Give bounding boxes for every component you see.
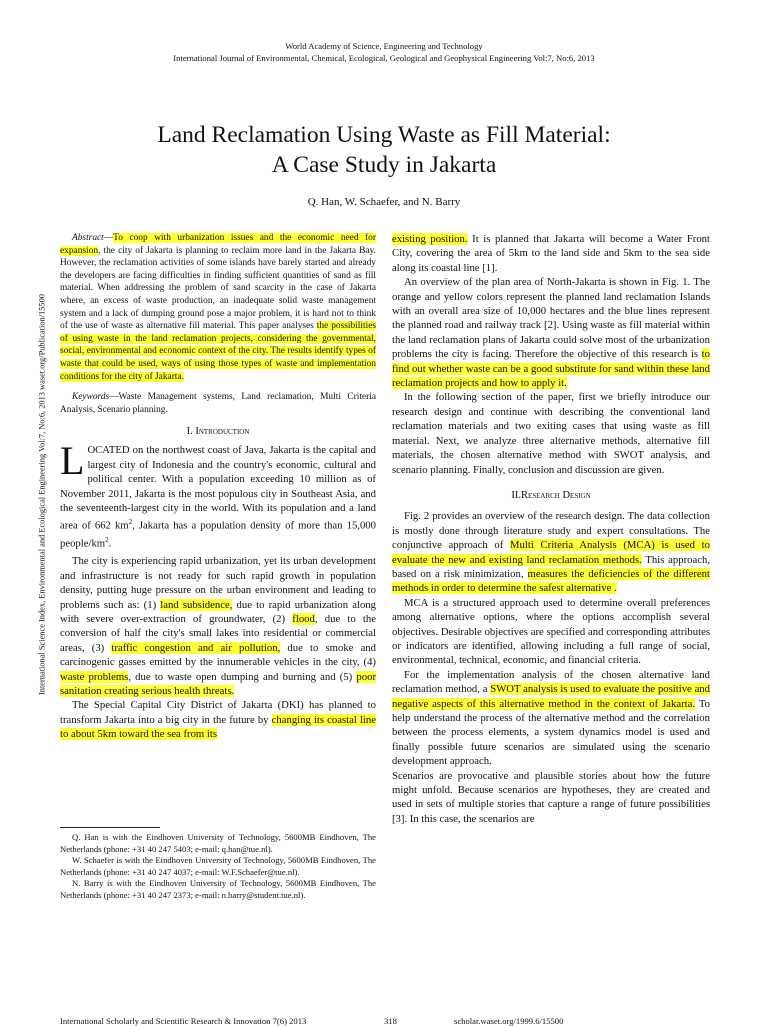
footer-url: scholar.waset.org/1999.6/15500 xyxy=(454,1016,564,1026)
paper-title xyxy=(0,120,768,180)
research-design-paragraph-1: Fig. 2 provides an overview of the research design. The data collection is mostly done through literature study and expert consultations. The conjunctive approach of Multi Criteria Analysis (MCA) is used to evaluate the new and existing land reclamation methods. This approach, based on a risk minimization, measures the deficiencies of the different methods in order to determine the safest alternative . xyxy=(392,510,710,595)
footnote-schaefer: W. Schaefer is with the Eindhoven University of Technology, 5600MB Eindhoven, The Netherlands (phone: +31 40 247 4037; e-mail: W.F.Schaefer@tue.nl). xyxy=(60,855,376,877)
section-2-heading: II.Research Design xyxy=(511,489,591,501)
keywords: Keywords—Waste Management systems, Land reclamation, Multi Criteria Analysis, Scenario planning. xyxy=(60,392,376,415)
abstract-highlight-2: the possibilities of using waste in the land reclamation projects, considering the governmental, social, environmental and economic context of the city. The results identify types of waste that could be used, ways of using those types of waste and implementation conditions for the city of Jakarta. xyxy=(60,321,376,382)
title-line-1: Land Reclamation Using Waste as Fill Material: xyxy=(157,122,611,148)
research-design-paragraph-3: For the implementation analysis of the chosen alternative land reclamation method, a SWOT analysis is used to evaluate the positive and negative aspects of this alternative method in the context of Jakarta. To help understand the process of the alternative method and the correlation between the process elements, a system dynamics model is used and finally possible future scenarios are simulated using the scenario development approach. xyxy=(392,668,710,768)
right-paragraph-3: In the following section of the paper, first we briefly introduce our research design and continue with describing the conventional land reclamation materials and two exiting cases that using waste as fill material. Next, we analyze three alternative methods, alternative fill materials, the chosen alternative method with SWOT analysis, and scenario planning. Finally, conclusion and discussion are given. xyxy=(392,391,710,476)
footer-journal: International Scholarly and Scientific Research & Innovation 7(6) 2013 xyxy=(60,1016,307,1026)
right-column xyxy=(392,232,710,826)
footer-page-number: 318 xyxy=(384,1016,397,1026)
side-margin-text: International Science Index, Environmental and Ecological Engineering Vol:7, No:6, 2013 waset.org/Publication/15500 xyxy=(37,294,47,695)
authors: Q. Han, W. Schaefer, and N. Barry xyxy=(307,196,461,208)
left-column xyxy=(60,232,376,742)
abstract: Abstract—To coop with urbanization issues and the economic need for expansion, the city of Jakarta is planning to reclaim more land in the Jakarta Bay. However, the reclamation activities of some islands have barely started and already the developers are facing difficulties in finding sufficient quantities of sand as fill material. When addressing the problem of sand scarcity in the case of Jakarta where, an excess of waste production, an inadequate solid waste management system and a lack of dumping ground pose a major problem, it is hard not to think of the use of waste as alternative fill material. This paper analyses the possibilities of using waste in the land reclamation projects, considering the governmental, social, environmental and economic context of the city. The results identify types of waste that could be used, ways of using those types of waste and implementation conditions for the city of Jakarta. xyxy=(60,233,376,382)
footnote-han: Q. Han is with the Eindhoven University of Technology, 5600MB Eindhoven, The Netherlands (phone: +31 40 247 5403; e-mail: q.han@tue.nl). xyxy=(60,832,376,854)
keywords-label: Keywords xyxy=(72,392,110,403)
research-design-paragraph-4: Scenarios are provocative and plausible stories about how the future might unfold. Because scenarios are hypotheses, they are created and used in sets of multiple stories that capture a range of future possibilities [3]. In this case, the scenarios are xyxy=(392,769,710,825)
right-paragraph-1: existing position. It is planned that Jakarta will become a Water Front City, covering the area of 5km to the land side and 5km to the sea side along its coastal line [1]. xyxy=(392,233,710,274)
header-organization: World Academy of Science, Engineering and Technology xyxy=(285,41,483,51)
intro-paragraph-2: The city is experiencing rapid urbanization, yet its urban development and infrastructure is not ready for such rapid growth in population density, putting huge pressure on the urban environment and leading to problems such as: (1) land subsidence, due to rapid urbanization along with severe over-extraction of groundwater, (2) flood, due to the conversion of half the city's small lakes into residential or commercial areas, (3) traffic congestion and air pollution, due to smoke and carcinogenic gasses emitted by the innumerable vehicles in the city, (4) waste problems, due to waste open dumping and burning and (5) poor sanitation creating serious health threats. xyxy=(60,555,376,697)
research-design-paragraph-2: MCA is a structured approach used to determine overall preferences among alternative options, where the options accomplish several objectives. Desirable objectives are specified and corresponding attributes or indicators are identified, allowing including a full range of social, environmental, technical, economic, and financial criteria. xyxy=(392,596,710,667)
abstract-label: Abstract xyxy=(72,233,104,243)
intro-paragraph-1: LOCATED on the northwest coast of Java, Jakarta is the capital and largest city of Indonesia and the country's economic, cultural and political center. With a population exceeding 10 million as of November 2011, Jakarta is the most populous city in Southeast Asia, and the seventeenth-largest city in the world. With its population and a land area of 662 $km^2$, Jakarta has a population density of more than 15,000 people/$km^2$. xyxy=(60,438,376,550)
footnotes xyxy=(60,832,376,902)
footnote-rule xyxy=(60,827,160,828)
intro-paragraph-3: The Special Capital City District of Jakarta (DKI) has planned to transform Jakarta into a big city in the future by changing its coastal line to about 5km toward the sea from its xyxy=(60,699,376,741)
title-line-2: A Case Study in Jakarta xyxy=(271,152,497,178)
drop-cap: L xyxy=(60,438,85,484)
abstract-highlight-1: To coop with urbanization issues and the economic need for expansion xyxy=(60,233,376,256)
section-1-heading: I. Introduction xyxy=(186,426,250,438)
header-journal: International Journal of Environmental, Chemical, Ecological, Geological and Geophysical Engineering Vol:7, No:6, 2013 xyxy=(173,53,595,63)
footnote-barry: N. Barry is with the Eindhoven University of Technology, 5600MB Eindhoven, The Netherlands (phone: +31 40 247 2373; e-mail: n.barry@student.tue.nl). xyxy=(60,878,376,900)
right-paragraph-2: An overview of the plan area of North-Jakarta is shown in Fig. 1. The orange and yellow colors represent the planned land reclamation Islands with an overall area size of 10,000 hectares and the blue lines represent the planned road and railway track [2]. Using waste as fill material within the land reclamation plans of Jakarta could solve most of the urbanization problems the city is facing. Therefore the objective of this research is to find out whether waste can be a good substitute for sand within these land reclamation projects and how to apply it. xyxy=(392,276,710,390)
